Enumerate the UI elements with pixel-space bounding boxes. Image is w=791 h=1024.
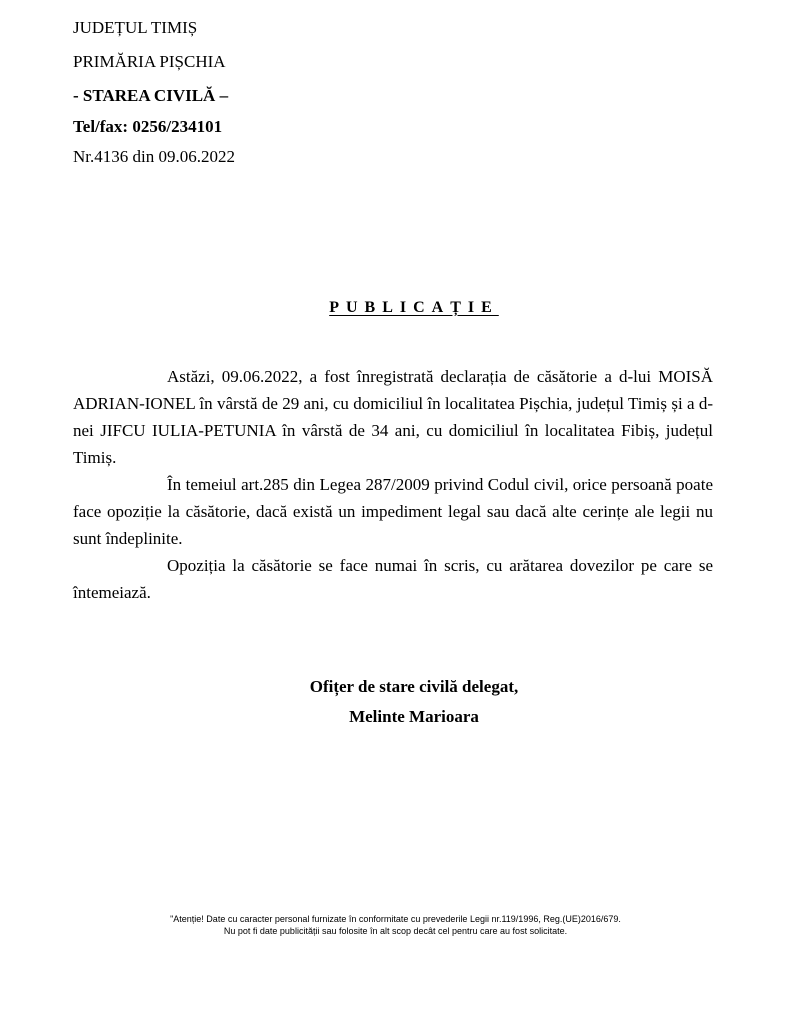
town-hall-name: PRIMĂRIA PIȘCHIA — [73, 52, 226, 71]
privacy-notice-line-2: Nu pot fi date publicității sau folosite în alt scop decât cel pentru care au fost solicitate. — [223, 926, 568, 936]
paragraph-declaration: Astăzi, 09.06.2022, a fost înregistrată declarația de căsătorie a d-lui MOISĂ ADRIAN-IONEL în vârstă de 29 ani, cu domiciliul în localitatea Pișchia, județul Timiș și a d-nei JIFCU IULIA-PETUNIA în vârstă de 34 ani, cu domiciliul în localitatea Fibiș, județul Timiș. — [73, 367, 713, 467]
signatory-role: Ofițer de stare civilă delegat, — [309, 677, 519, 696]
county-name: JUDEȚUL TIMIȘ — [73, 18, 198, 37]
privacy-notice-line-1: "Atenție! Date cu caracter personal furnizate în conformitate cu prevederile Legii nr.119/1996, Reg.(UE)2016/679. — [170, 914, 621, 924]
document-body — [73, 363, 713, 606]
signatory-name: Melinte Marioara — [349, 707, 479, 726]
department-name: - STAREA CIVILĂ – — [73, 86, 229, 105]
paragraph-opposition: Opoziția la căsătorie se face numai în scris, cu arătarea dovezilor pe care se întemeiază. — [73, 556, 713, 602]
phone-fax: Tel/fax: 0256/234101 — [73, 117, 223, 136]
document-title: PUBLICAȚIE — [329, 299, 499, 316]
paragraph-legal-basis: În temeiul art.285 din Legea 287/2009 privind Codul civil, orice persoană poate face opoziție la căsătorie, dacă există un impediment legal sau dacă alte cerințe ale legii nu sunt îndeplinite. — [73, 475, 713, 548]
registration-number: Nr.4136 din 09.06.2022 — [73, 147, 235, 166]
privacy-notice — [0, 913, 791, 937]
